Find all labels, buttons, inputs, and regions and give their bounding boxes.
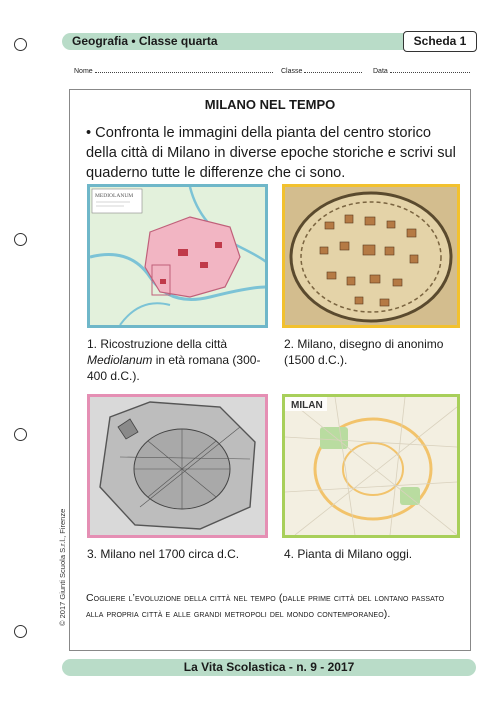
binder-hole-2 — [14, 233, 27, 246]
map-milan-today — [282, 394, 460, 538]
caption-1-number: 1. — [87, 337, 98, 351]
caption-2-text: Milano, disegno di anonimo (1500 d.C.). — [284, 337, 444, 367]
instructions-text: • Confronta le immagini della pianta del centro storico della città di Milano in diverse epoche storiche e scrivi sul quaderno tutte le differenze che ci sono. — [86, 125, 456, 181]
footer-bar: La Vita Scolastica - n. 9 - 2017 — [62, 659, 476, 676]
caption-1-text-post: in età romana (300-400 d.C.). — [87, 353, 261, 383]
subject-title: Geografia • Classe quarta — [72, 34, 218, 48]
binder-hole-3 — [14, 428, 27, 441]
caption-4-text: Pianta di Milano oggi. — [294, 547, 413, 561]
binder-hole-4 — [14, 625, 27, 638]
caption-1-italic: Mediolanum — [87, 353, 153, 367]
date-label: Data — [373, 68, 388, 75]
caption-2-number: 2. — [284, 337, 295, 351]
caption-4 — [284, 546, 464, 562]
map-milan-1700 — [87, 394, 268, 538]
caption-1-text-pre: Ricostruzione della città — [97, 337, 228, 351]
copyright-notice: © 2017 Giunti Scuola S.r.l., Firenze — [58, 508, 67, 626]
header-bar — [62, 33, 476, 50]
caption-4-number: 4. — [284, 547, 295, 561]
name-field[interactable] — [74, 66, 273, 75]
sheet-number: Scheda 1 — [403, 31, 477, 52]
caption-2 — [284, 336, 464, 368]
page-title: MILANO NEL TEMPO — [204, 97, 336, 112]
caption-1 — [87, 336, 273, 384]
caption-3 — [87, 546, 273, 562]
name-label: Nome — [74, 68, 93, 75]
map-roman-mediolanum — [87, 184, 268, 328]
map-milan-1500 — [282, 184, 460, 328]
milan-map-label: MILAN — [291, 400, 323, 411]
teacher-note: Cogliere l’evoluzione della città nel tempo (dalle prime città del lontano passato alla propria città e alle grandi metropoli del mondo contemporaneo). — [86, 592, 445, 620]
mediolanum-map-label: MEDIOLANUM — [95, 193, 134, 199]
class-label: Classe — [281, 68, 303, 75]
caption-3-number: 3. — [87, 547, 98, 561]
class-field[interactable] — [281, 66, 362, 75]
binder-hole-1 — [14, 38, 27, 51]
caption-3-text: Milano nel 1700 circa d.C. — [97, 547, 240, 561]
date-field[interactable] — [373, 66, 470, 75]
